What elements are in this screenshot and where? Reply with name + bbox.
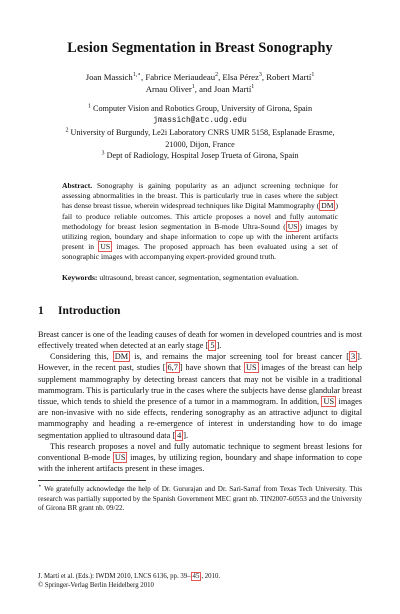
text-run: ].: [216, 341, 222, 351]
citation-link[interactable]: 4: [177, 430, 182, 440]
text-run: images, by utilizing region, boundary and shape information to cope with the inherent artifacts present in these images.: [38, 453, 363, 474]
section-heading: [38, 305, 362, 317]
author-affil-mark: 1: [191, 84, 195, 91]
acronym-link-dm[interactable]: DM: [114, 352, 129, 362]
abstract: [62, 181, 338, 263]
citation-link[interactable]: 5: [210, 341, 215, 351]
author-affil-mark: 1: [311, 72, 315, 79]
text-run: Considering this,: [50, 352, 113, 362]
affil-mark: 3: [101, 150, 105, 157]
affiliation-1: [38, 103, 362, 114]
authors-line-1: [38, 71, 362, 83]
author-affil-mark: 1: [251, 84, 255, 91]
author-name: , and Joan Martí: [194, 84, 252, 94]
affil-text: Computer Vision and Robotics Group, University of Girona, Spain: [90, 104, 313, 113]
affiliation-2: [38, 127, 362, 138]
acronym-link-us[interactable]: US: [100, 242, 111, 252]
footnote-mark: ⋆: [38, 484, 42, 491]
text-run: is, and remains the major screening tool for breast cancer [: [130, 352, 349, 362]
acronym-link-us[interactable]: US: [114, 453, 126, 463]
author-affil-mark: 1,⋆: [132, 72, 142, 79]
acronym-link-dm[interactable]: DM: [321, 201, 334, 211]
author-affil-mark: 2: [215, 72, 219, 79]
page-range-link[interactable]: 45: [192, 573, 200, 580]
text-run: J. Martí et al. (Eds.): IWDM 2010, LNCS 6136, pp. 39–: [38, 573, 191, 580]
affil-text: Dept of Radiology, Hospital Josep Trueta of Girona, Spain: [104, 150, 299, 160]
keywords: [62, 273, 338, 283]
abstract-text: Sonography is gaining popularity as an adjunct screening technique for assessing abnormalities in the breast. This is particularly true in cases where the subject has dense breast tissue, wherein widespread techniques like Digital Mammography (: [62, 181, 338, 211]
affil-text: University of Burgundy, Le2i Laboratory CNRS UMR 5158, Esplanade Erasme,: [68, 128, 335, 138]
copyright: © Springer-Verlag Berlin Heidelberg 2010: [38, 582, 154, 589]
footnote-divider: [38, 480, 146, 481]
publication-info: [38, 572, 220, 590]
author-list: [38, 71, 362, 95]
author-name: , Elsa Pérez: [218, 72, 259, 82]
authors-line-2: [38, 83, 362, 95]
affil-text: 21000, Dijon, France: [165, 139, 235, 149]
affil-mark: 1: [87, 103, 91, 110]
text-run: , 2010.: [201, 573, 221, 580]
citation-link[interactable]: 3: [351, 352, 356, 362]
text-run: Breast cancer is one of the leading causes of death for women in developed countries and is most effectively treated when detected at an early stage [: [38, 329, 362, 351]
abstract-text: images. The proposed approach has been evaluated using a set of sonographic images with accompanying expert-provided ground truth.: [62, 242, 338, 262]
paragraph: [38, 441, 362, 475]
email-text[interactable]: jmassich@atc.udg.edu: [153, 117, 247, 126]
keywords-text: ultrasound, breast cancer, segmentation, segmentation evaluation.: [97, 272, 299, 282]
abstract-text: ) images by utilizing region, boundary and shape information to cope up with the inherent artifacts present in: [62, 221, 338, 252]
affiliation-3: [38, 150, 362, 161]
section-title: Introduction: [58, 304, 121, 317]
footnote-text: We gratefully acknowledge the help of Dr. Gururajan and Dr. Sari-Sarraf from Texas Tech University. This research was partially supported by the Spanish Government MEC grant nb. TIN2007-60553 and the University of Girona BR grant nb. 09/22.: [38, 485, 362, 513]
author-name: , Robert Martí: [261, 72, 312, 82]
section-number: 1: [38, 304, 44, 317]
text-run: ].: [183, 430, 189, 440]
citation-link[interactable]: 6,7: [167, 363, 178, 373]
author-name: , Fabrice Meriaudeau: [141, 72, 216, 82]
text-run: This research proposes a novel and fully automatic technique to segment breast lesions for conventional B-mode: [38, 441, 362, 463]
text-run: ] have shown that: [179, 363, 244, 373]
author-affil-mark: 3: [258, 72, 262, 79]
keywords-label: Keywords:: [62, 272, 98, 282]
paragraph: [38, 351, 362, 441]
body-text: [38, 329, 362, 475]
acronym-link-us[interactable]: US: [245, 363, 257, 373]
affiliations: [38, 103, 362, 161]
author-name: Arnau Oliver: [145, 84, 192, 94]
author-name: Joan Massich: [85, 72, 133, 82]
text-run: images are non-invasive with no side effects, rendering sonography as an attractive adjunct to digital mammography and heading a re-emergence of interest in understanding how to do image segmentation applied to ultrasound data [: [38, 397, 363, 440]
affil-mark: 2: [65, 127, 69, 134]
acronym-link-us[interactable]: US: [287, 221, 298, 231]
text-run: images of the breast can help supplement mammography by detecting breast cancers that may not be visible in a traditional mammogram. This is particularly true in the cases where the subjects have dense glandular breast tissue, which tends to shield the presence of a tumor in a mammogram. In addition,: [38, 363, 362, 407]
footnote: [38, 485, 362, 513]
abstract-text: ) fail to produce reliable outcomes. This article proposes a novel and fully automatic methodology for breast lesion segmentation in B-mode Ultra-Sound (: [62, 201, 338, 231]
affiliation-2-cont: [38, 139, 362, 150]
paper-title: Lesion Segmentation in Breast Sonography: [67, 40, 333, 56]
acronym-link-us[interactable]: US: [323, 397, 335, 407]
contact-email[interactable]: [38, 114, 362, 127]
text-run: ]. However, in the recent past, studies [: [38, 352, 362, 373]
paragraph: [38, 329, 362, 351]
abstract-label: Abstract.: [62, 181, 93, 191]
publication-citation: [38, 572, 220, 581]
